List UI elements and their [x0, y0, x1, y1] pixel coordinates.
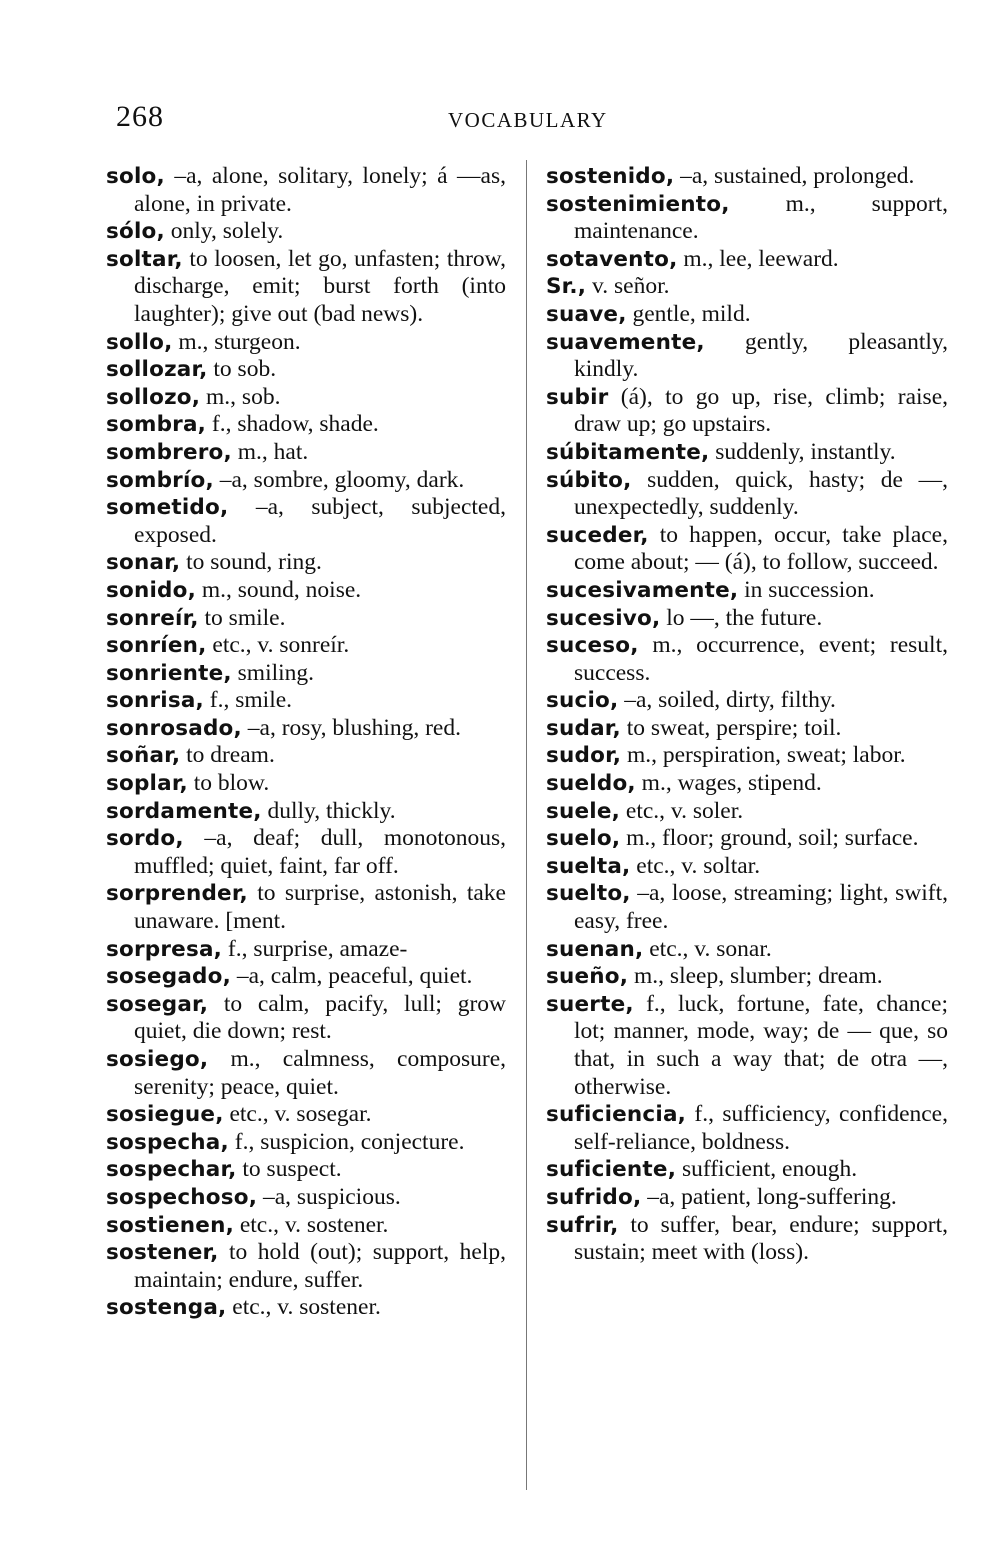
entry-headword: suavemente,	[546, 329, 705, 355]
entry-headword: sombrero,	[106, 439, 232, 465]
entry-definition: –a, loose, streaming; light, swift, easy, free.	[574, 880, 948, 935]
entry-headword: sonrisa,	[106, 688, 204, 714]
entry-definition: m., sound, noise.	[195, 576, 362, 603]
dictionary-entry	[106, 1129, 506, 1157]
dictionary-entry	[106, 163, 506, 218]
entry-headword: soltar,	[106, 246, 183, 272]
entry-headword: sollo,	[106, 329, 173, 355]
entry-headword: sueño,	[546, 964, 629, 990]
dictionary-entry	[106, 632, 506, 660]
entry-definition: only, solely.	[164, 218, 284, 245]
entry-headword: sordamente,	[106, 798, 262, 824]
entry-definition: –a, alone, solitary, lonely; á —as, alone, in private.	[134, 163, 506, 217]
entry-headword: súbitamente,	[546, 439, 710, 465]
dictionary-entry	[106, 1046, 506, 1101]
entry-definition: f., shadow, shade.	[206, 411, 379, 438]
dictionary-entry	[546, 191, 948, 246]
entry-definition: to dream.	[180, 742, 275, 769]
entry-definition: m., perspiration, sweat; labor.	[621, 742, 906, 769]
entry-headword: sosegar,	[106, 991, 209, 1017]
entry-headword: sombra,	[106, 412, 207, 438]
entry-definition: to calm, pacify, lull; grow quiet, die down; rest.	[134, 990, 506, 1045]
entry-definition: –a, soiled, dirty, filthy.	[618, 687, 836, 714]
entry-definition: to surprise, astonish, take unaware. [ment.	[134, 880, 506, 935]
entry-headword: sudar,	[546, 715, 621, 741]
dictionary-entry	[106, 356, 506, 384]
entry-definition: m., sturgeon.	[172, 328, 301, 355]
entry-headword: sostener,	[106, 1240, 219, 1266]
entry-headword: sucesivo,	[546, 605, 661, 631]
dictionary-entry	[106, 467, 506, 495]
entry-headword: soñar,	[106, 743, 181, 769]
entry-definition: –a, deaf; dull, monotonous, muffled; quiet, faint, far off.	[134, 825, 506, 879]
dictionary-entry	[546, 1184, 948, 1212]
entry-definition: etc., v. soler.	[620, 797, 744, 824]
entry-headword: soplar,	[106, 771, 188, 797]
dictionary-entry	[546, 936, 948, 964]
dictionary-entry	[546, 880, 948, 935]
entry-definition: lo —, the future.	[660, 604, 823, 631]
dictionary-entry	[106, 218, 506, 246]
entry-definition: sufficient, enough.	[676, 1156, 858, 1183]
entry-definition: to loosen, let go, unfasten; throw, discharge, emit; burst forth (into laughter); give out (bad news).	[134, 245, 506, 327]
entry-headword: suceder,	[546, 522, 649, 548]
entry-headword: sueldo,	[546, 771, 636, 797]
dictionary-entry	[106, 991, 506, 1046]
entry-headword: súbito,	[546, 467, 632, 493]
entry-definition: to smile.	[198, 604, 286, 631]
dictionary-entry	[546, 715, 948, 743]
dictionary-entry	[546, 439, 948, 467]
entry-headword: sosegado,	[106, 964, 231, 990]
entry-headword: suerte,	[546, 991, 634, 1017]
dictionary-entry	[106, 963, 506, 991]
entry-headword: suficiencia,	[546, 1102, 687, 1128]
dictionary-entry	[546, 577, 948, 605]
entry-headword: sucesivamente,	[546, 577, 739, 603]
entry-headword: sólo,	[106, 219, 165, 245]
entry-headword: sufrido,	[546, 1184, 642, 1210]
dictionary-entry	[106, 605, 506, 633]
entry-headword: suceso,	[546, 633, 639, 659]
entry-headword: sordo,	[106, 826, 184, 852]
dictionary-entry	[546, 853, 948, 881]
entry-definition: m., wages, stipend.	[635, 770, 822, 797]
entry-definition: m., sleep, slumber; dream.	[628, 963, 883, 990]
entry-definition: f., sufficiency, confidence, self-reliance, boldness.	[574, 1101, 948, 1155]
entry-definition: v. señor.	[586, 273, 670, 300]
dictionary-entry	[546, 632, 948, 687]
dictionary-entry	[106, 1239, 506, 1294]
entry-definition: m., occurrence, event; result, success.	[574, 632, 948, 686]
entry-headword: suele,	[546, 798, 621, 824]
dictionary-entry	[546, 798, 948, 826]
entry-definition: etc., v. sonreír.	[206, 632, 350, 659]
running-head: VOCABULARY	[448, 108, 608, 132]
dictionary-entry	[106, 246, 506, 329]
entry-headword: sostenido,	[546, 164, 675, 189]
dictionary-entry	[106, 1294, 506, 1322]
entry-definition: –a, patient, long-suffering.	[641, 1183, 897, 1210]
dictionary-entry	[546, 163, 948, 191]
entry-definition: to blow.	[187, 770, 270, 797]
dictionary-entry	[546, 687, 948, 715]
entry-definition: –a, sustained, prolonged.	[674, 163, 915, 189]
entry-definition: –a, rosy, blushing, red.	[241, 714, 461, 741]
page-number: 268	[116, 100, 164, 133]
entry-definition: –a, suspicious.	[257, 1183, 401, 1210]
entry-headword: solo,	[106, 164, 165, 189]
dictionary-entry	[546, 246, 948, 274]
entry-headword: sudor,	[546, 743, 622, 769]
dictionary-entry	[106, 687, 506, 715]
dictionary-entry	[106, 936, 506, 964]
entry-headword: sombrío,	[106, 467, 214, 493]
entry-headword: sonrosado,	[106, 715, 242, 741]
entry-definition: f., suspicion, conjecture.	[228, 1128, 465, 1155]
dictionary-entry	[106, 798, 506, 826]
entry-definition: etc., v. sosegar.	[223, 1101, 372, 1128]
entry-definition: etc., v. sostener.	[226, 1294, 381, 1321]
entry-headword: sospechar,	[106, 1157, 237, 1183]
entry-definition: etc., v. sonar.	[643, 935, 772, 962]
entry-definition: to sound, ring.	[180, 549, 322, 576]
dictionary-entry	[106, 1101, 506, 1129]
entry-definition: to suffer, bear, endure; support, sustain; meet with (loss).	[574, 1211, 948, 1266]
entry-headword: suelo,	[546, 826, 621, 852]
entry-definition: to hold (out); support, help, maintain; endure, suffer.	[134, 1239, 506, 1293]
entry-definition: m., support, maintenance.	[574, 190, 948, 245]
dictionary-entry	[546, 467, 948, 522]
entry-definition: (á), to go up, rise, climb; raise, draw up; go upstairs.	[574, 383, 948, 438]
entry-headword: sometido,	[106, 495, 229, 521]
dictionary-entry	[106, 715, 506, 743]
dictionary-entry	[106, 384, 506, 412]
dictionary-entry	[106, 770, 506, 798]
dictionary-entry	[546, 1156, 948, 1184]
dictionary-entry	[546, 273, 948, 301]
entry-definition: smiling.	[231, 659, 315, 686]
column-divider	[526, 160, 527, 1490]
entry-definition: to happen, occur, take place, come about; — (á), to follow, succeed.	[574, 521, 948, 576]
dictionary-entry	[546, 329, 948, 384]
dictionary-entry	[106, 825, 506, 880]
dictionary-entry	[106, 329, 506, 357]
entry-definition: f., smile.	[203, 687, 293, 714]
entry-headword: sostenga,	[106, 1295, 227, 1321]
dictionary-entry	[546, 522, 948, 577]
entry-headword: sospechoso,	[106, 1184, 258, 1210]
entry-headword: sorprender,	[106, 881, 248, 907]
dictionary-entry	[106, 1212, 506, 1240]
entry-headword: sospecha,	[106, 1129, 229, 1155]
entry-headword: sostienen,	[106, 1212, 234, 1238]
entry-definition: m., lee, leeward.	[677, 245, 839, 272]
entry-headword: suelta,	[546, 853, 631, 879]
dictionary-entry	[546, 991, 948, 1101]
dictionary-entry	[546, 825, 948, 853]
dictionary-entry	[546, 301, 948, 329]
entry-definition: to sweat, perspire; toil.	[620, 714, 842, 741]
entry-definition: f., surprise, amaze-	[222, 935, 408, 962]
dictionary-entry	[106, 549, 506, 577]
entry-headword: sonar,	[106, 550, 181, 576]
entry-headword: suenan,	[546, 936, 644, 962]
entry-definition: etc., v. soltar.	[630, 852, 761, 879]
dictionary-entry	[106, 742, 506, 770]
entry-headword: sonríen,	[106, 633, 207, 659]
dictionary-entry	[546, 742, 948, 770]
entry-headword: suave,	[546, 301, 627, 327]
entry-headword: sonreír,	[106, 605, 199, 631]
entry-definition: suddenly, instantly.	[709, 438, 896, 465]
dictionary-entry	[106, 660, 506, 688]
dictionary-entry	[546, 1101, 948, 1156]
entry-headword: suficiente,	[546, 1157, 677, 1183]
entry-definition: m., sob.	[200, 383, 281, 410]
entry-definition: dully, thickly.	[261, 797, 396, 824]
entry-definition: m., floor; ground, soil; surface.	[620, 825, 919, 852]
entry-definition: to suspect.	[236, 1156, 342, 1183]
entry-definition: to sob.	[207, 356, 277, 383]
dictionary-entry	[106, 1184, 506, 1212]
dictionary-entry	[106, 1156, 506, 1184]
entry-headword: Sr.,	[546, 274, 587, 300]
left-column	[106, 163, 506, 1322]
entry-definition: –a, subject, subjected, exposed.	[134, 494, 506, 548]
entry-definition: f., luck, fortune, fate, chance; lot; manner, mode, way; de — que, so that, in such a way that; de otra —, otherwise.	[574, 990, 948, 1100]
entry-headword: sotavento,	[546, 246, 678, 272]
dictionary-entry	[546, 963, 948, 991]
entry-headword: suelto,	[546, 881, 631, 907]
entry-headword: sostenimiento,	[546, 191, 730, 217]
entry-headword: sonriente,	[106, 660, 232, 686]
entry-headword: sonido,	[106, 577, 196, 603]
entry-headword: sosiego,	[106, 1047, 209, 1072]
dictionary-entry	[106, 494, 506, 549]
dictionary-entry	[546, 1212, 948, 1267]
entry-headword: sucio,	[546, 688, 619, 714]
right-column	[546, 163, 948, 1267]
entry-definition: –a, calm, peaceful, quiet.	[230, 963, 473, 990]
entry-headword: sollozo,	[106, 384, 201, 410]
dictionary-entry	[546, 384, 948, 439]
entry-definition: gentle, mild.	[626, 300, 751, 327]
entry-definition: –a, sombre, gloomy, dark.	[213, 466, 465, 493]
entry-definition: etc., v. sostener.	[233, 1211, 389, 1238]
entry-headword: subir	[546, 384, 609, 410]
entry-definition: in succession.	[738, 576, 875, 603]
entry-definition: m., hat.	[231, 438, 309, 465]
entry-headword: sorpresa,	[106, 936, 223, 962]
dictionary-entry	[106, 411, 506, 439]
dictionary-entry	[106, 577, 506, 605]
entry-definition: sudden, quick, hasty; de —, unexpectedly, suddenly.	[574, 466, 948, 521]
entry-headword: sosiegue,	[106, 1102, 224, 1128]
dictionary-entry	[106, 880, 506, 935]
dictionary-entry	[546, 770, 948, 798]
entry-headword: sufrir,	[546, 1212, 619, 1238]
entry-definition: m., calmness, composure, serenity; peace, quiet.	[134, 1046, 506, 1100]
entry-headword: sollozar,	[106, 357, 208, 383]
dictionary-entry	[546, 605, 948, 633]
page-header	[0, 100, 1000, 140]
entry-definition: gently, pleasantly, kindly.	[574, 328, 948, 383]
dictionary-entry	[106, 439, 506, 467]
